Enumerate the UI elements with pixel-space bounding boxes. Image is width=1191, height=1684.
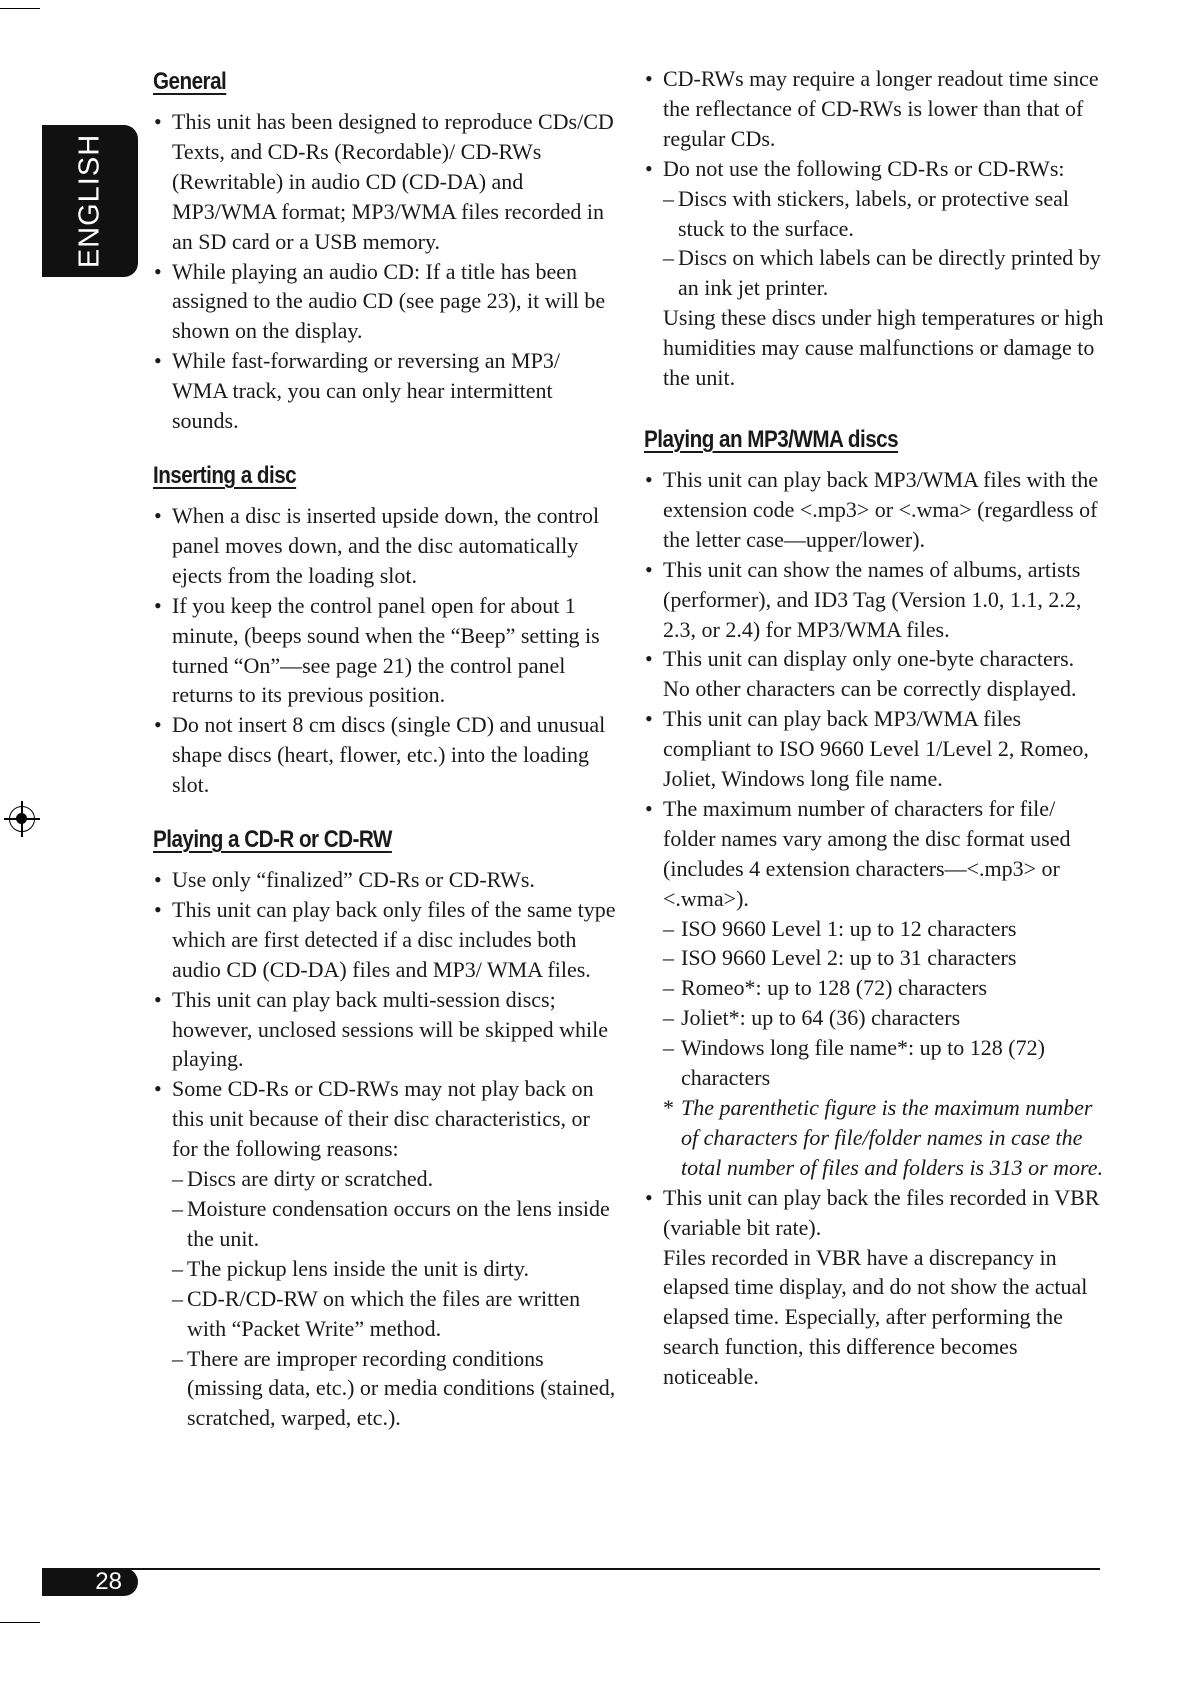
sub-list-item: – Discs with stickers, labels, or protective seal stuck to the surface.: [663, 184, 1104, 244]
footnote: [663, 1093, 1104, 1183]
registration-mark-icon: [9, 806, 35, 832]
list-item: [644, 794, 1104, 1183]
reasons-list: [172, 1164, 618, 1433]
list-item: • Use only “finalized” CD-Rs or CD-RWs.: [153, 865, 618, 895]
left-column: [153, 64, 618, 1433]
list-item: • This unit can play back multi-session discs; however, unclosed sessions will be skipped while playing.: [153, 985, 618, 1075]
list-item-text: • The maximum number of characters for file/ folder names vary among the disc format used (includes 4 extension characters—<.mp3> or <.wma>).: [663, 795, 1071, 911]
list-item-text: • Do not use the following CD-Rs or CD-RWs:: [663, 155, 1065, 181]
list-item-note: Files recorded in VBR have a discrepancy in elapsed time display, and do not show the actual elapsed time. Especially, after performing the search function, this difference becomes noticeable.: [663, 1244, 1088, 1390]
list-item: • While playing an audio CD: If a title has been assigned to the audio CD (see page 23), it will be shown on the display.: [153, 257, 618, 347]
crop-mark-bottom: [0, 1622, 40, 1623]
list-item: • When a disc is inserted upside down, the control panel moves down, and the disc automatically ejects from the loading slot.: [153, 501, 618, 591]
crop-mark-top: [0, 8, 40, 9]
mp3-list: [644, 465, 1104, 1392]
footnote-mark: *: [663, 1095, 674, 1120]
list-item-note: Using these discs under high temperatures or high humidities may cause malfunctions or damage to the unit.: [663, 305, 1104, 391]
language-tab: [42, 125, 138, 277]
sub-list-item: – CD-R/CD-RW on which the files are written with “Packet Write” method.: [172, 1284, 618, 1344]
list-item: • This unit can display only one-byte characters. No other characters can be correctly displayed.: [644, 644, 1104, 704]
section-heading-cdr: Playing a CD-R or CD-RW: [153, 826, 392, 854]
sub-list-item: – Romeo*: up to 128 (72) characters: [663, 973, 1104, 1003]
sub-list-item: – Discs are dirty or scratched.: [172, 1164, 618, 1194]
cdr-list: [153, 865, 618, 1433]
list-item: • Do not insert 8 cm discs (single CD) and unusual shape discs (heart, flower, etc.) into the loading slot.: [153, 710, 618, 800]
list-item: [644, 1183, 1104, 1392]
sub-list-item: – Windows long file name*: up to 128 (72) characters: [663, 1033, 1104, 1093]
sub-list-item: – The pickup lens inside the unit is dirty.: [172, 1254, 618, 1284]
page-number-tab: [42, 1568, 138, 1596]
inserting-list: [153, 501, 618, 800]
list-item-text: • This unit can play back the files recorded in VBR (variable bit rate).: [663, 1184, 1100, 1240]
list-item: • This unit can play back MP3/WMA files compliant to ISO 9660 Level 1/Level 2, Romeo, Joliet, Windows long file name.: [644, 704, 1104, 794]
list-item-text: • Some CD-Rs or CD-RWs may not play back on this unit because of their disc characteristics, or for the following reasons:: [172, 1076, 594, 1162]
sub-list-item: – Discs on which labels can be directly printed by an ink jet printer.: [663, 243, 1104, 303]
sub-list-item: – Joliet*: up to 64 (36) characters: [663, 1003, 1104, 1033]
sub-list-item: – Moisture condensation occurs on the lens inside the unit.: [172, 1194, 618, 1254]
list-item: • While fast-forwarding or reversing an MP3/ WMA track, you can only hear intermittent sounds.: [153, 346, 618, 436]
footer-rule: [42, 1568, 1100, 1570]
list-item: • This unit has been designed to reproduce CDs/CD Texts, and CD-Rs (Recordable)/ CD-RWs (Rewritable) in audio CD (CD-DA) and MP3/WMA format; MP3/WMA files recorded in an SD card or a USB memory.: [153, 107, 618, 257]
page-number: 28: [95, 1568, 122, 1595]
right-column: [644, 64, 1104, 1392]
list-item: • CD-RWs may require a longer readout time since the reflectance of CD-RWs is lower than that of regular CDs.: [644, 64, 1104, 154]
section-heading-general: General: [153, 68, 227, 95]
sub-list-item: – ISO 9660 Level 1: up to 12 characters: [663, 914, 1104, 944]
cdrw-list: [644, 64, 1104, 393]
section-heading-inserting: Inserting a disc: [153, 461, 297, 489]
list-item: • This unit can show the names of albums, artists (performer), and ID3 Tag (Version 1.0, 1.1, 2.2, 2.3, or 2.4) for MP3/WMA files.: [644, 555, 1104, 645]
list-item: • This unit can play back only files of the same type which are first detected if a disc includes both audio CD (CD-DA) files and MP3/ WMA files.: [153, 895, 618, 985]
sub-list-item: – ISO 9660 Level 2: up to 31 characters: [663, 943, 1104, 973]
language-label: ENGLISH: [73, 133, 106, 269]
sub-list-item: – There are improper recording conditions (missing data, etc.) or media conditions (stained, scratched, warped, etc.).: [172, 1344, 618, 1434]
footnote-text: The parenthetic figure is the maximum number of characters for file/folder names in case the total number of files and folders is 313 or more.: [681, 1095, 1104, 1180]
list-item: [644, 154, 1104, 393]
limits-list: [663, 914, 1104, 1093]
avoid-list: [663, 184, 1104, 304]
list-item: • This unit can play back MP3/WMA files with the extension code <.mp3> or <.wma> (regardless of the letter case—upper/lower).: [644, 465, 1104, 555]
list-item: • If you keep the control panel open for about 1 minute, (beeps sound when the “Beep” setting is turned “On”—see page 21) the control panel returns to its previous position.: [153, 591, 618, 711]
general-list: [153, 107, 618, 436]
section-heading-mp3: Playing an MP3/WMA discs: [644, 425, 899, 453]
list-item: [153, 1074, 618, 1433]
